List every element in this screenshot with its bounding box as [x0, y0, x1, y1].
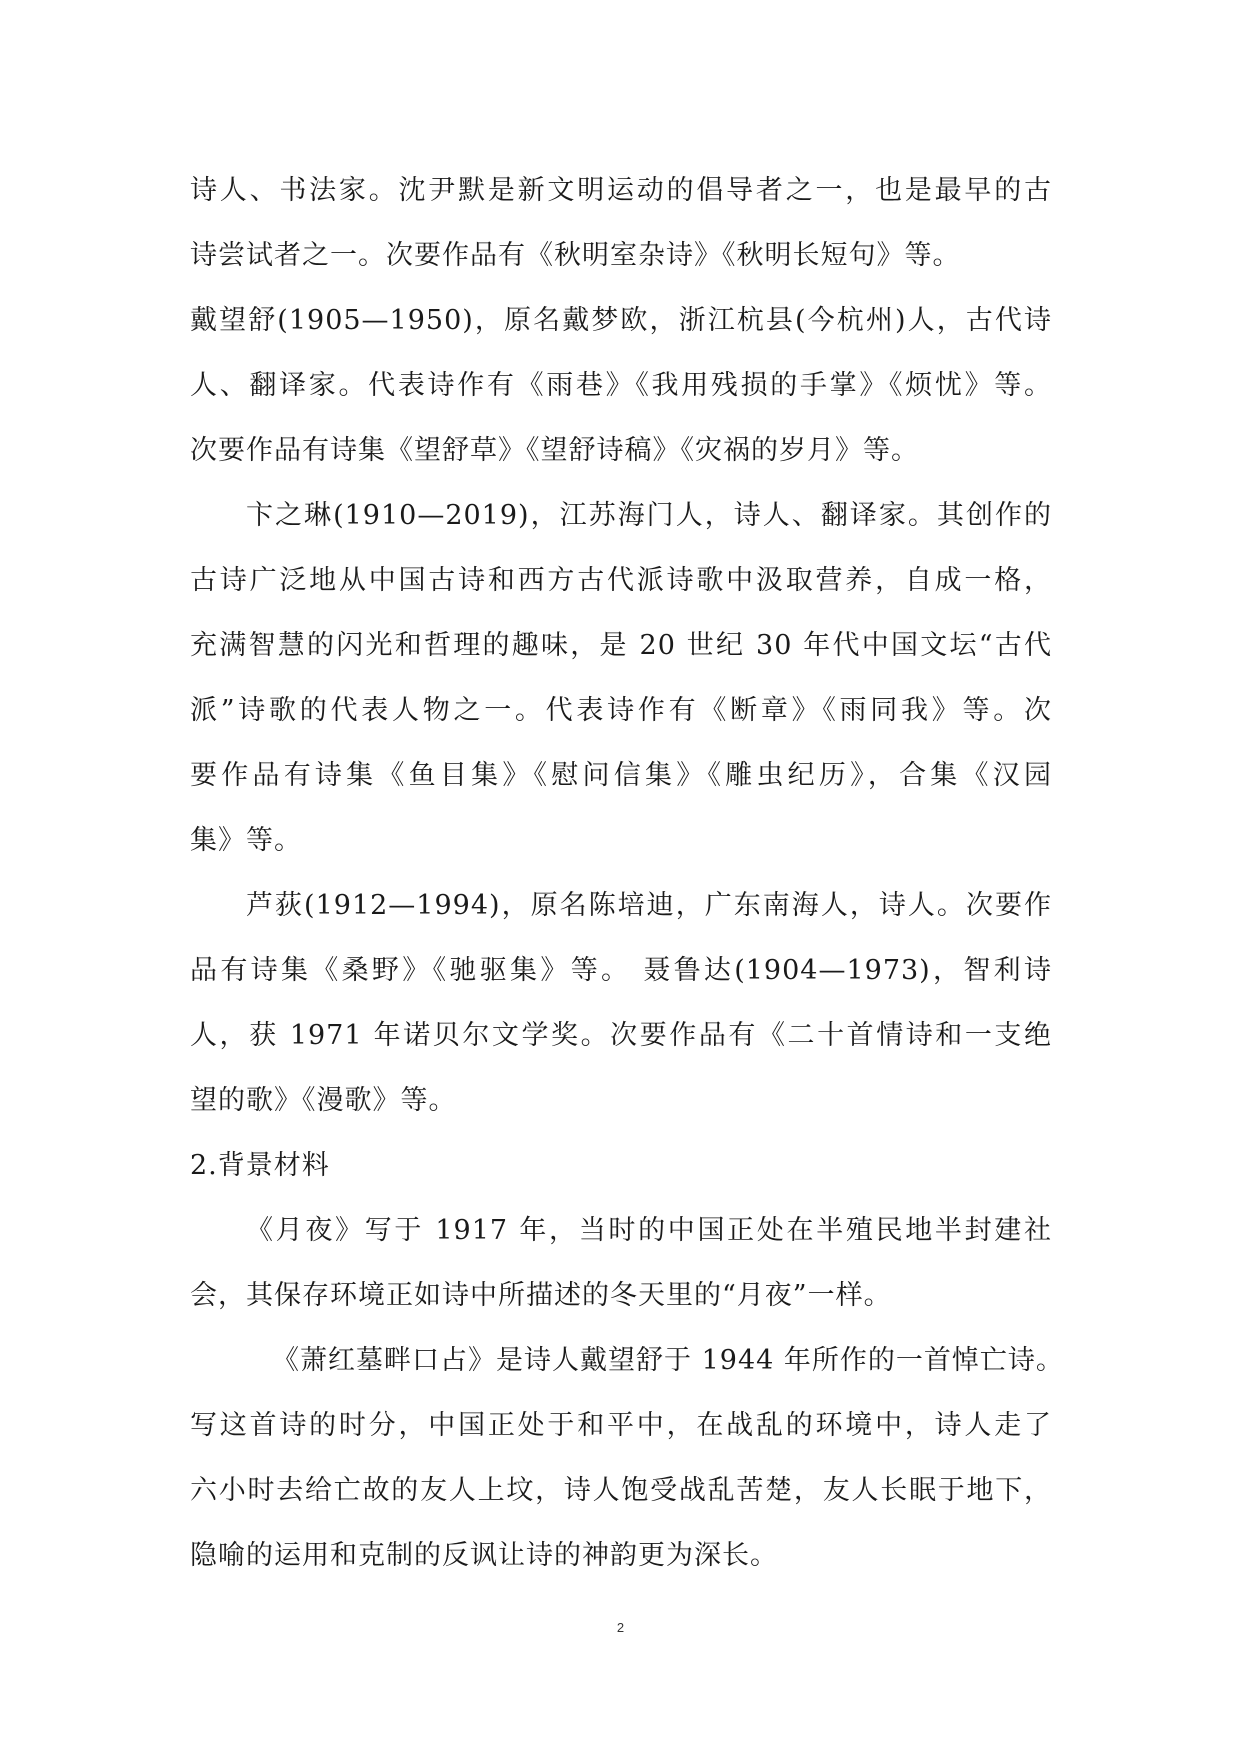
- text-line: 人，获 1971 年诺贝尔文学奖。次要作品有《二十首情诗和一支绝: [190, 1020, 1052, 1051]
- text-line: 戴望舒(1905—1950)，原名戴梦欧，浙江杭县(今杭州)人，古代诗: [190, 305, 1052, 336]
- text-line: 隐喻的运用和克制的反讽让诗的神韵更为深长。: [190, 1540, 778, 1571]
- text-line: 次要作品有诗集《望舒草》《望舒诗稿》《灾祸的岁月》等。: [190, 435, 919, 466]
- text-line: 充满智慧的闪光和哲理的趣味，是 20 世纪 30 年代中国文坛“古代: [190, 630, 1052, 661]
- text-line: 要作品有诗集《鱼目集》《慰问信集》《雕虫纪历》，合集《汉园: [190, 760, 1052, 791]
- text-line: 诗人、书法家。沈尹默是新文明运动的倡导者之一，也是最早的古: [190, 175, 1052, 206]
- document-body: [190, 158, 1064, 1588]
- text-line: 六小时去给亡故的友人上坟，诗人饱受战乱苦楚，友人长眠于地下，: [190, 1475, 1052, 1506]
- page-number: 2: [616, 1620, 625, 1635]
- text-line: 人、翻译家。代表诗作有《雨巷》《我用残损的手掌》《烦忧》等。: [190, 370, 1052, 401]
- text-line: 品有诗集《桑野》《驰驱集》等。 聂鲁达(1904—1973)，智利诗: [190, 955, 1052, 986]
- text-line: 会，其保存环境正如诗中所描述的冬天里的“月夜”一样。: [190, 1280, 892, 1311]
- paragraph-first-line: 《月夜》写于 1917 年，当时的中国正处在半殖民地半封建社: [246, 1215, 1052, 1246]
- paragraph-first-line: 卞之琳(1910—2019)，江苏海门人，诗人、翻译家。其创作的: [246, 500, 1052, 531]
- text-line: 望的歌》《漫歌》等。: [190, 1085, 457, 1116]
- section-heading: 2.背景材料: [190, 1150, 330, 1181]
- paragraph-first-line: 《萧红墓畔口占》是诗人戴望舒于 1944 年所作的一首悼亡诗。: [272, 1345, 1064, 1376]
- text-line: 古诗广泛地从中国古诗和西方古代派诗歌中汲取营养，自成一格，: [190, 565, 1052, 596]
- text-line: 派”诗歌的代表人物之一。代表诗作有《断章》《雨同我》等。次: [190, 695, 1052, 726]
- text-line: 诗尝试者之一。次要作品有《秋明室杂诗》《秋明长短句》等。: [190, 240, 961, 271]
- text-line: 写这首诗的时分，中国正处于和平中，在战乱的环境中，诗人走了: [190, 1410, 1052, 1441]
- paragraph-first-line: 芦荻(1912—1994)，原名陈培迪，广东南海人，诗人。次要作: [246, 890, 1052, 921]
- text-line: 集》等。: [190, 825, 302, 856]
